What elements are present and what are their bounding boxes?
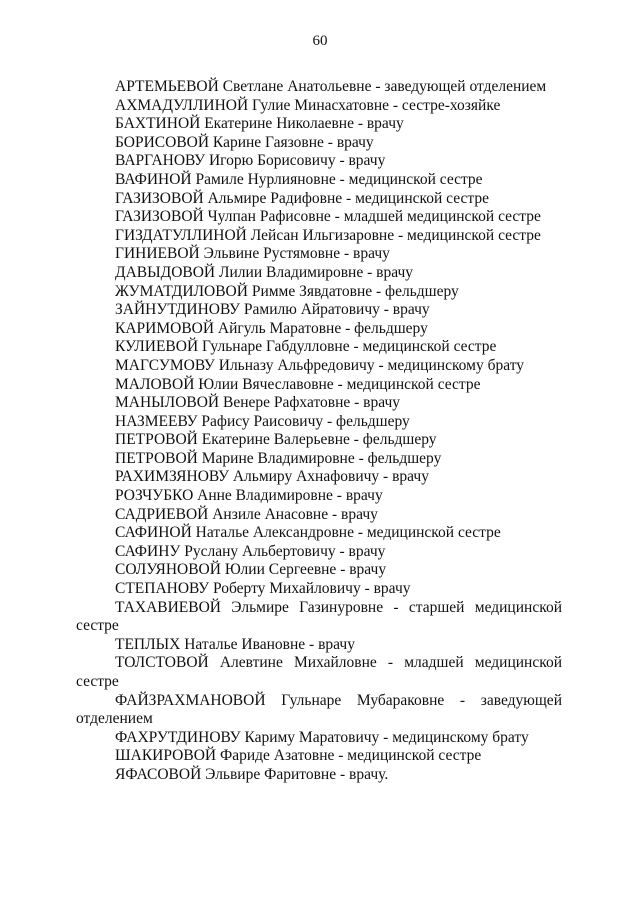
list-item: ПЕТРОВОЙ Екатерине Валерьевне - фельдшеру <box>115 431 437 449</box>
list-item: ФАЙЗРАХМАНОВОЙ Гульнаре Мубараковне - заведующей отделением <box>76 691 562 728</box>
list-item: СОЛУЯНОВОЙ Юлии Сергеевне - врачу <box>115 561 387 579</box>
list-item: АРТЕМЬЕВОЙ Светлане Анатольевне - заведующей отделением <box>115 78 547 95</box>
list-item: ТОЛСТОВОЙ Алевтине Михайловне - младшей медицинской сестре <box>76 654 562 690</box>
list-item: ФАХРУТДИНОВУ Кариму Маратовичу - медицинскому брату <box>115 728 529 746</box>
page-number: 60 <box>312 33 328 49</box>
list-item: КУЛИЕВОЙ Гульнаре Габдулловне - медицинской сестре <box>115 338 497 356</box>
list-item: СТЕПАНОВУ Роберту Михайловичу - врачу <box>115 580 411 598</box>
list-item: БАХТИНОЙ Екатерине Николаевне - врачу <box>115 115 404 133</box>
list-item: ЗАЙНУТДИНОВУ Рамилю Айратовичу - врачу <box>115 301 430 319</box>
list-item: ТАХАВИЕВОЙ Эльмире Газинуровне - старшей медицинской сестре <box>76 598 562 635</box>
list-item: РАХИМЗЯНОВУ Альмиру Ахнафовичу - врачу <box>115 468 429 486</box>
list-item: САДРИЕВОЙ Анзиле Анасовне - врачу <box>115 505 378 523</box>
list-item: ГИЗДАТУЛЛИНОЙ Лейсан Ильгизаровне - медицинской сестре <box>115 226 541 244</box>
list-item: РОЗЧУБКО Анне Владимировне - врачу <box>115 487 383 505</box>
list-item: БОРИСОВОЙ Карине Гаязовне - врачу <box>115 133 374 151</box>
list-item: ВАФИНОЙ Рамиле Нурлияновне - медицинской сестре <box>115 170 483 188</box>
list-item: МАГСУМОВУ Ильназу Альфредовичу - медицинскому брату <box>115 356 525 374</box>
awardee-list <box>76 78 562 785</box>
list-item: САФИНУ Руслану Альбертовичу - врачу <box>115 542 386 560</box>
list-item: МАЛОВОЙ Юлии Вячеславовне - медицинской сестре <box>115 375 481 393</box>
list-item: САФИНОЙ Наталье Александровне - медицинской сестре <box>115 524 501 542</box>
list-item: ВАРГАНОВУ Игорю Борисовичу - врачу <box>115 152 386 170</box>
list-item: НАЗМЕЕВУ Рафису Раисовичу - фельдшеру <box>115 412 410 430</box>
list-item: ПЕТРОВОЙ Марине Владимировне - фельдшеру <box>115 449 442 467</box>
list-item: ШАКИРОВОЙ Фариде Азатовне - медицинской сестре <box>115 747 482 765</box>
list-item: ЯФАСОВОЙ Эльвире Фаритовне - врачу. <box>115 765 389 783</box>
list-item: АХМАДУЛЛИНОЙ Гулие Минасхатовне - сестре-хозяйке <box>115 96 501 114</box>
list-item: КАРИМОВОЙ Айгуль Маратовне - фельдшеру <box>115 319 428 337</box>
list-item: МАНЫЛОВОЙ Венере Рафхатовне - врачу <box>115 394 401 412</box>
list-item: ДАВЫДОВОЙ Лилии Владимировне - врачу <box>115 263 414 281</box>
list-item: ГАЗИЗОВОЙ Чулпан Рафисовне - младшей медицинской сестре <box>115 208 541 226</box>
list-item: ГИНИЕВОЙ Эльвине Рустямовне - врачу <box>115 245 390 263</box>
list-item: ТЕПЛЫХ Наталье Ивановне - врачу <box>115 635 355 653</box>
list-item: ЖУМАТДИЛОВОЙ Римме Зявдатовне - фельдшеру <box>115 282 459 300</box>
list-item: ГАЗИЗОВОЙ Альмире Радифовне - медицинской сестре <box>115 189 489 207</box>
